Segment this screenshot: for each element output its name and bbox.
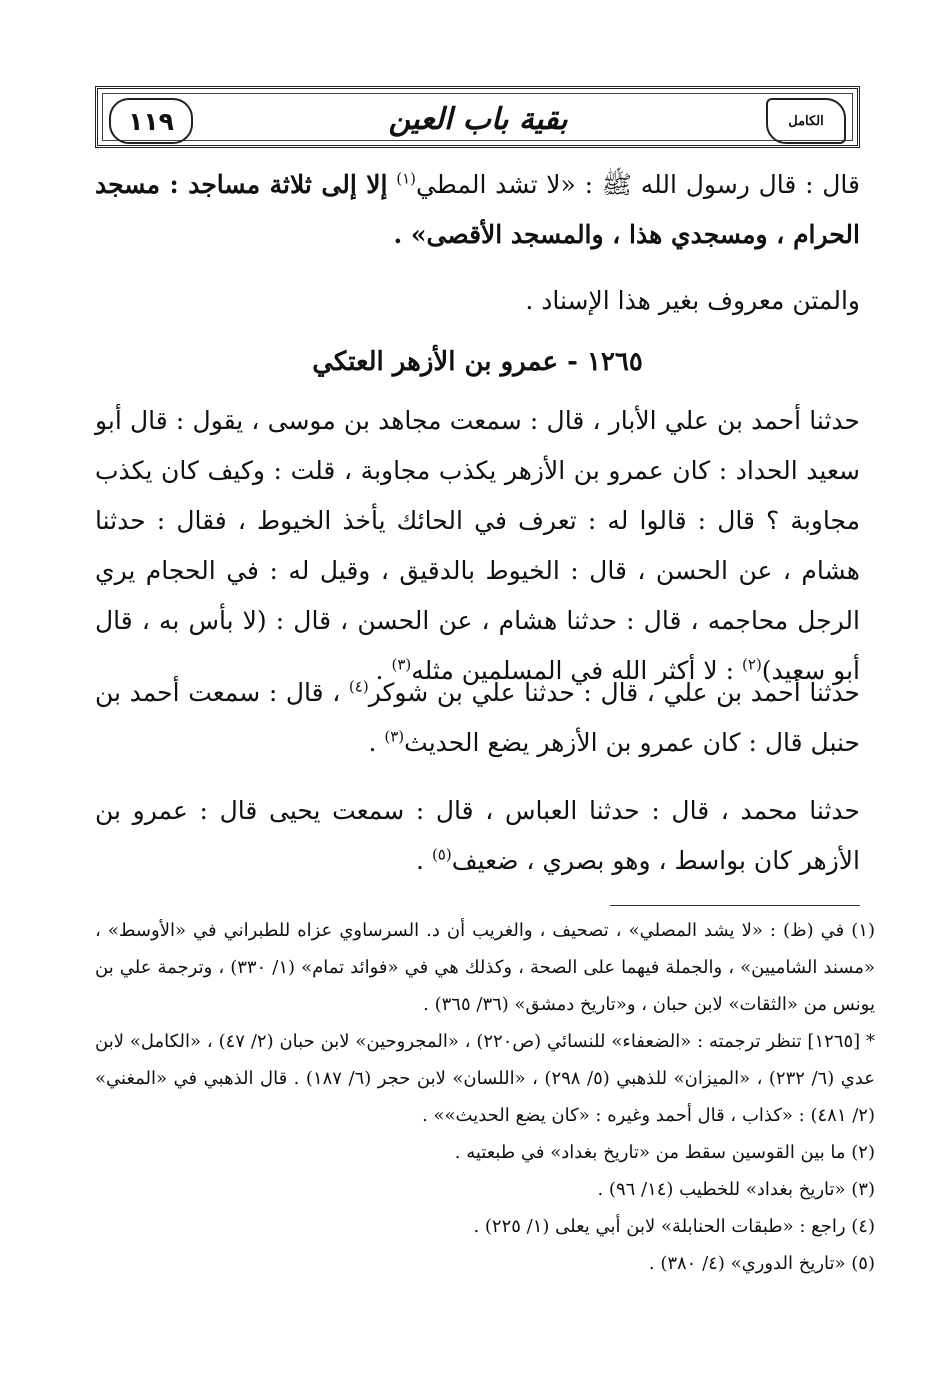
page-number-frame (109, 98, 193, 144)
paragraph-narration-2 (95, 668, 860, 768)
paragraph-text: ، قال : سمعت أحمد بن حنبل قال : كان عمرو بن الأزهر يضع الحديث (95, 678, 860, 757)
paragraph-text: حدثنا محمد ، قال : حدثنا العباس ، قال : سمعت يحيى قال : عمرو بن الأزهر كان بواسط ، وهو بصري ، ضعيف (95, 796, 860, 875)
footnote-separator (610, 905, 860, 906)
paragraph-remark (95, 276, 860, 326)
footnote-ref: (٣) (391, 655, 412, 674)
paragraph-text: : لا أكثر الله في المسلمين مثله (411, 656, 735, 685)
footnote: (٥) «تاريخ الدوري» (٤/ ٣٨٠) . (648, 1253, 875, 1274)
running-title: بقية باب العين (388, 102, 568, 137)
footnote-ref: (٤) (348, 677, 369, 696)
paragraph-text: حدثنا أحمد بن علي الأبار ، قال : سمعت مجاهد بن موسى ، يقول : قال أبو سعيد الحداد : كان عمرو بن الأزهر يكذب مجاوبة ، قلت : وكيف كان يكذب مجاوبة ؟ قال : قالوا له : تعرف في الحائك يأخذ الخيوط ، فقال : حدثنا هشام ، عن الحسن ، قال : الخيوط بالدقيق ، وقيل له : في الحجام يري الرجل محاجمه ، قال : حدثنا هشام ، عن الحسن ، قال : (لا بأس به ، قال أبو سعيد) (95, 406, 860, 685)
paragraph-text: والمتن معروف بغير هذا الإسناد . (525, 286, 860, 315)
footnote-ref: (١) (396, 169, 417, 188)
paragraph-text: . (375, 656, 384, 685)
footnote-ref: (٥) (431, 845, 452, 864)
footnote: * [١٢٦٥] تنظر ترجمته : «الضعفاء» للنسائي (ص٢٢٠) ، «المجروحين» لابن حبان (٢/ ٤٧) ، «الكامل» لابن عدي (٦/ ٢٣٢) ، «الميزان» للذهبي (٥/ ٢٩٨) ، «اللسان» لابن حجر (٦/ ١٨٧) . قال الذهبي في «المغني» (٢/ ٤٨١) : «كذاب ، قال أحمد وغيره : «كان يضع الحديث»» . (95, 1031, 875, 1126)
footnotes (95, 912, 875, 1282)
paragraph-text: حدثنا أحمد بن علي ، قال : حدثنا علي بن شوكر (368, 678, 861, 707)
paragraph-text: قال : قال رسول الله ﷺ : «لا تشد المطي (416, 170, 860, 199)
entry-heading: ١٢٦٥ - عمرو بن الأزهر العتكي (312, 347, 643, 377)
book-emblem-logo: الكامل (766, 98, 846, 144)
paragraph-hadith (95, 160, 860, 260)
paragraph-text: . (368, 728, 377, 757)
footnote-ref: (٣) (384, 727, 405, 746)
paragraph-text: . (416, 846, 424, 875)
footnote: (٣) «تاريخ بغداد» للخطيب (١٤/ ٩٦) . (597, 1179, 875, 1200)
paragraph-text: إلا إلى ثلاثة مساجد : مسجد الحرام ، ومسجدي هذا ، والمسجد الأقصى» . (95, 170, 860, 249)
paragraph-narration-3 (95, 786, 860, 886)
paragraph-narration-1 (95, 396, 860, 696)
page-header (95, 86, 860, 148)
footnote: (٤) راجع : «طبقات الحنابلة» لابن أبي يعلى (١/ ٢٢٥) . (473, 1216, 875, 1237)
footnote-ref: (٢) (742, 655, 762, 674)
page-number: ١١٩ (128, 106, 174, 136)
header-frame (102, 93, 853, 141)
footnote: (١) في (ظ) : «لا يشد المصلي» ، تصحيف ، والغريب أن د. السرساوي عزاه للطبراني في «الأوسط» ، «مسند الشاميين» ، والجملة فيهما على الصحة ، وكذلك هي في «فوائد تمام» (١/ ٣٣٠) ، وترجمة علي بن يونس من «الثقات» لابن حبان ، و«تاريخ دمشق» (٣٦/ ٣٦٥) . (95, 920, 875, 1015)
footnote: (٢) ما بين القوسين سقط من «تاريخ بغداد» في طبعتيه . (454, 1142, 875, 1163)
